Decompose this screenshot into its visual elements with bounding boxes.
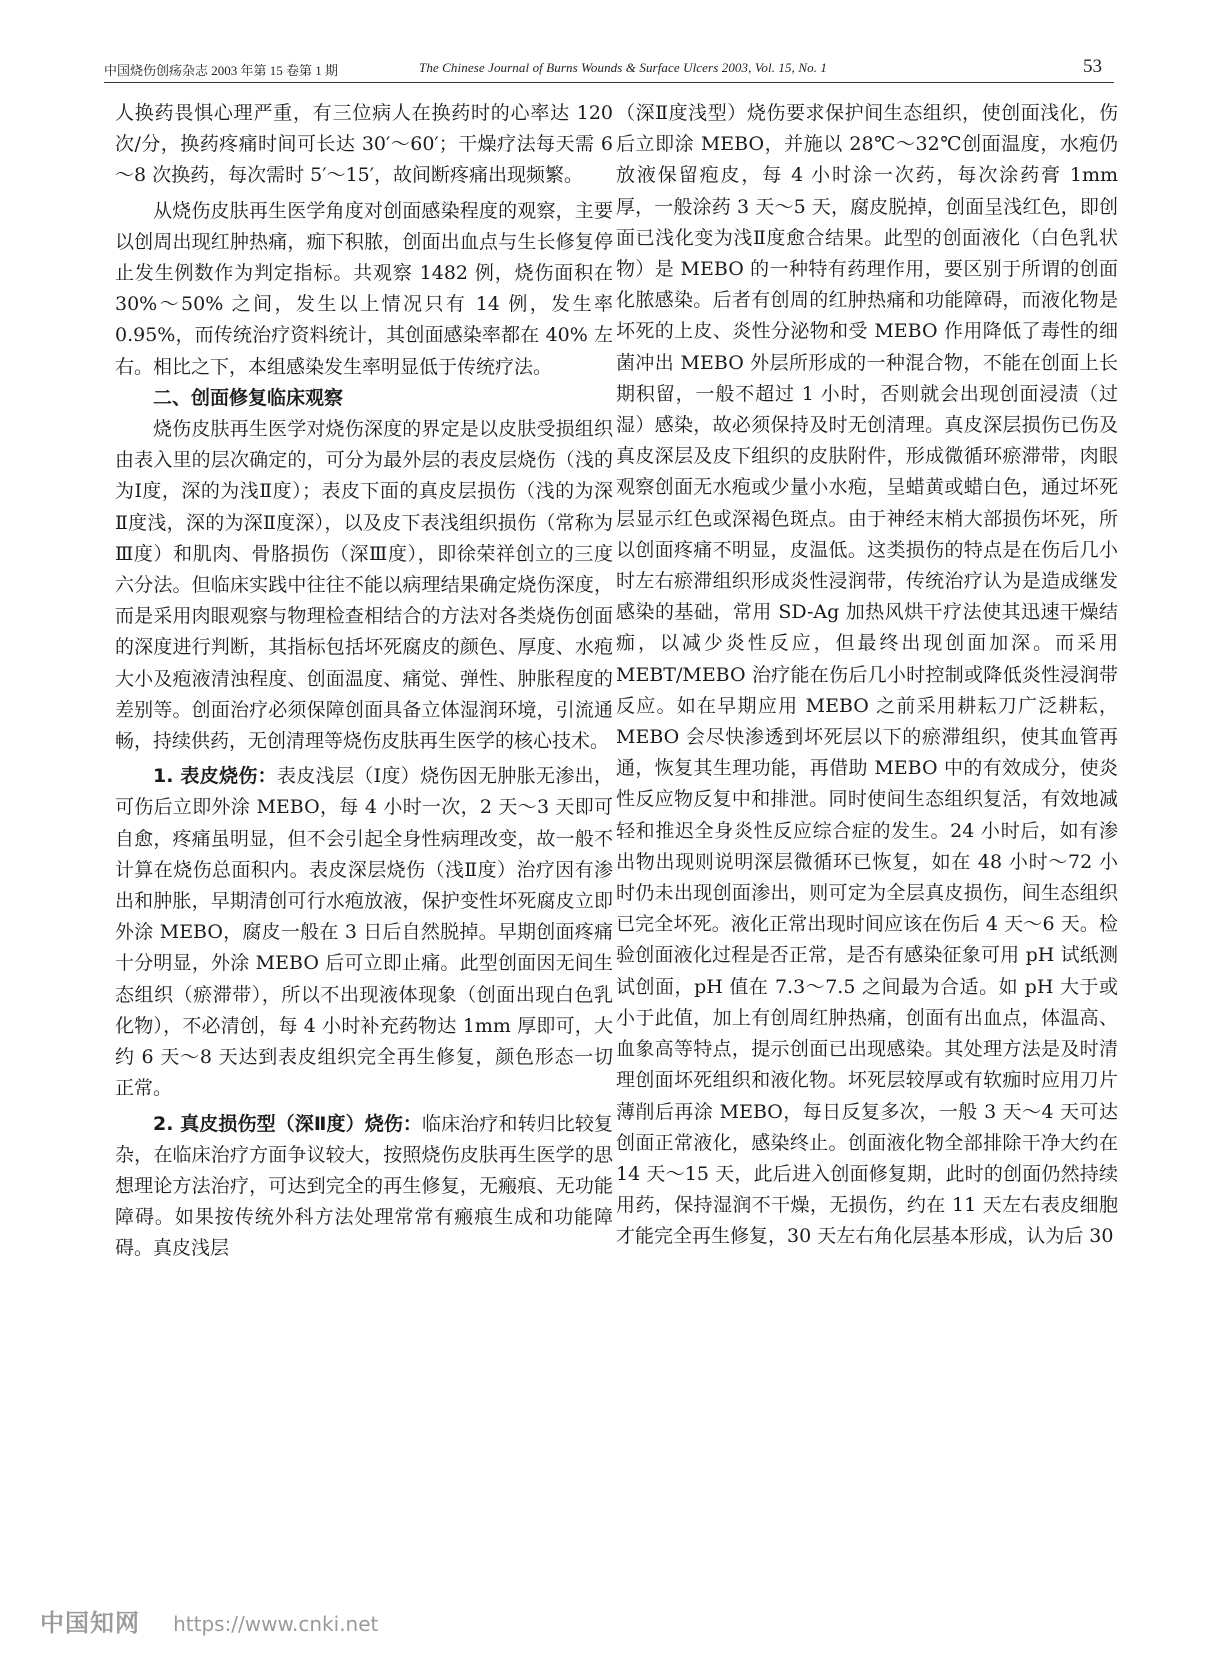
watermark-footer [40,1603,379,1637]
subsection-label: 2. 真皮损伤型（深Ⅱ度）烧伤： [153,1112,423,1135]
cnki-url: https://www.cnki.net [173,1612,379,1636]
journal-title-cn: 中国烧伤创疡杂志 2003 年第 15 卷第 1 期 [104,63,339,78]
running-header [104,56,1114,82]
left-column [115,98,613,1265]
paragraph [115,1109,613,1265]
paragraph: 烧伤皮肤再生医学对烧伤深度的界定是以皮肤受损组织由表入里的层次确定的，可分为最外层的表皮层烧伤（浅的为Ⅰ度，深的为浅Ⅱ度）；表皮下面的真皮层损伤（浅的为深Ⅱ度浅，深的为深Ⅱ度深），以及皮下表浅组织损伤（常称为Ⅲ度）和肌肉、骨胳损伤（深Ⅲ度），即徐荣祥创立的三度六分法。但临床实践中往往不能以病理结果确定烧伤深度，而是采用肉眼观察与物理检查相结合的方法对各类烧伤创面的深度进行判断，其指标包括坏死腐皮的颜色、厚度、水疱大小及疱液清浊程度、创面温度、痛觉、弹性、肿胀程度的差别等。创面治疗必须保障创面具备立体湿润环境，引流通畅，持续供药，无创清理等烧伤皮肤再生医学的核心技术。 [115,418,613,753]
paragraph [115,761,613,1104]
paragraph: （深Ⅱ度浅型）烧伤要求保护间生态组织，使创面浅化，伤后立即涂 MEBO，并施以 28℃～32℃创面温度，水疱仍放液保留疱皮，每 4 小时涂一次药，每次涂药膏 1mm 厚，一般涂药 3 天～5 天，腐皮脱掉，创面呈浅红色，即创面已浅化变为浅Ⅱ度愈合结果。此型的创面液化（白色乳状物）是 MEBO 的一种特有药理作用，要区别于所谓的创面化脓感染。后者有创周的红肿热痛和功能障碍，而液化物是坏死的上皮、炎性分泌物和受 MEBO 作用降低了毒性的细菌冲出 MEBO 外层所形成的一种混合物，不能在创面上长期积留，一般不超过 1 小时，否则就会出现创面浸渍（过湿）感染，故必须保持及时无创清理。真皮深层损伤已伤及真皮深层及皮下组织的皮肤附件，形成微循环瘀滞带，肉眼观察创面无水疱或少量小水疱，呈蜡黄或蜡白色，通过坏死层显示红色或深褐色斑点。由于神经末梢大部损伤坏死，所以创面疼痛不明显，皮温低。这类损伤的特点是在伤后几小时左右瘀滞组织形成炎性浸润带，传统治疗认为是造成继发感染的基础，常用 SD-Ag 加热风烘干疗法使其迅速干燥结痂，以减少炎性反应，但最终出现创面加深。而采用 MEBT/MEBO 治疗能在伤后几小时控制或降低炎性浸润带反应。如在早期应用 MEBO 之前采用耕耘刀广泛耕耘，MEBO 会尽快渗透到坏死层以下的瘀滞组织，使其血管再通，恢复其生理功能，再借助 MEBO 中的有效成分，使炎性反应物反复中和排泄。同时使间生态组织复活，有效地减轻和推迟全身炎性反应综合症的发生。24 小时后，如有渗出物出现则说明深层微循环已恢复，如在 48 小时～72 小时仍未出现创面渗出，则可定为全层真皮损伤，间生态组织已完全坏死。液化正常出现时间应该在伤后 4 天～6 天。检验创面液化过程是否正常，是否有感染征象可用 pH 试纸测试创面，pH 值在 7.3～7.5 之间最为合适。如 pH 大于或小于此值，加上有创周红肿热痛，创面有出血点，体温高、血象高等特点，提示创面已出现感染。其处理方法是及时清理创面坏死组织和液化物。坏死层较厚或有软痂时应用刀片薄削后再涂 MEBO，每日反复多次，一般 3 天～4 天可达创面正常液化，感染终止。创面液化物全部排除干净大约在 14 天～15 天，此后进入创面修复期，此时的创面仍然持续用药，保持湿润不干燥，无损伤，约在 11 天左右表皮细胞才能完全再生修复，30 天左右角化层基本形成，认为后 30 [616,102,1118,1248]
section-heading: 二、创面修复临床观察 [153,386,344,409]
paragraph-text: 表皮浅层（Ⅰ度）烧伤因无肿胀无渗出，可伤后立即外涂 MEBO，每 4 小时一次，2 天～3 天即可自愈，疼痛虽明显，但不会引起全身性病理改变，故一般不计算在烧伤总面积内。表皮深层烧伤（浅Ⅱ度）治疗因有渗出和肿胀，早期清创可行水疱放液，保护变性坏死腐皮立即外涂 MEBO，腐皮一般在 3 日后自然脱掉。早期创面疼痛十分明显，外涂 MEBO 后可立即止痛。此型创面因无间生态组织（瘀滞带），所以不出现液体现象（创面出现白色乳化物），不必清创，每 4 小时补充药物达 1mm 厚即可，大约 6 天～8 天达到表皮组织完全再生修复，颜色形态一切正常。 [115,765,613,1100]
journal-title-en: The Chinese Journal of Burns Wounds & Surface Ulcers 2003, Vol. 15, No. 1 [419,60,828,75]
right-column [616,98,1118,1253]
cnki-logo: 中国知网 [40,1609,140,1637]
subsection-label: 1. 表皮烧伤： [153,765,277,788]
paragraph: 人换药畏惧心理严重，有三位病人在换药时的心率达 120 次/分，换药疼痛时间可长达 30′～60′；干燥疗法每天需 6～8 次换药，每次需时 5′～15′，故间断疼痛出现频繁。 [115,102,613,187]
page-number: 53 [1083,56,1102,77]
paragraph-text: 临床治疗和转归比较复杂，在临床治疗方面争议较大，按照烧伤皮肤再生医学的思想理论方法治疗，可达到完全的再生修复，无瘢痕、无功能障碍。如果按传统外科方法处理常常有瘢痕生成和功能障碍。真皮浅层 [115,1112,613,1260]
header-rule [104,82,1114,83]
paragraph: 从烧伤皮肤再生医学角度对创面感染程度的观察，主要以创周出现红肿热痛，痂下积脓，创面出血点与生长修复停止发生例数作为判定指标。共观察 1482 例，烧伤面积在 30%～50% 之间，发生以上情况只有 14 例，发生率 0.95%，而传统治疗资料统计，其创面感染率都在 40% 左右。相比之下，本组感染发生率明显低于传统疗法。 [115,199,613,378]
